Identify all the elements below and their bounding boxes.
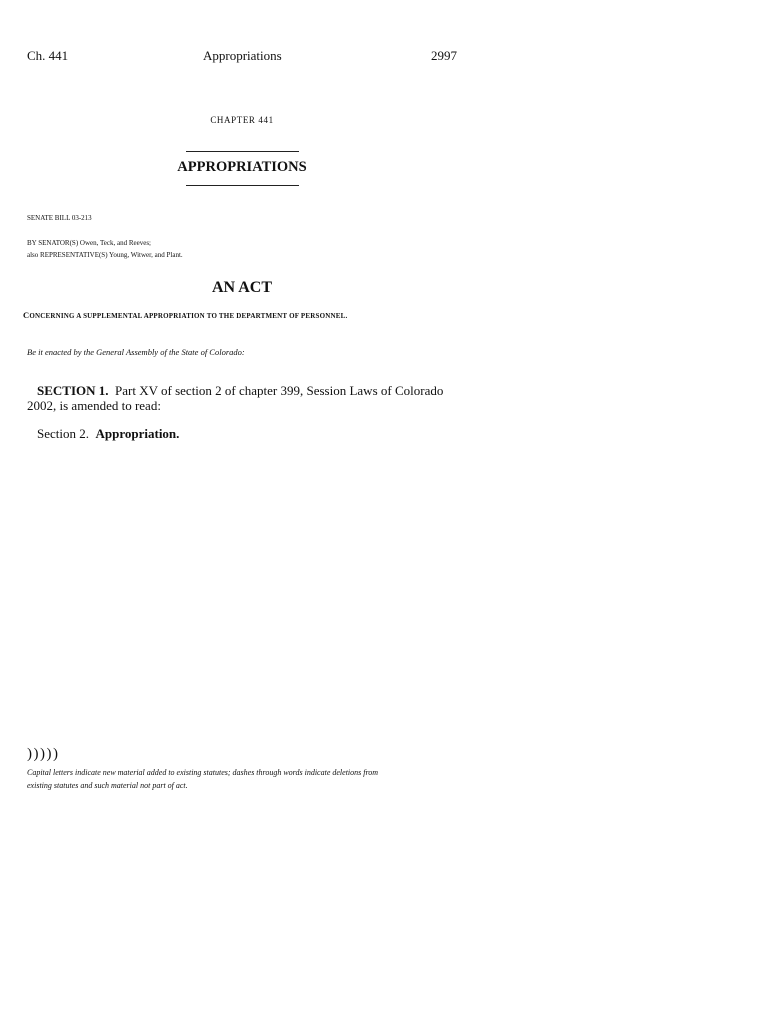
section-1-paragraph [37,383,443,399]
title-rule-top [186,151,299,152]
concerning-lead-letter: C [23,310,30,320]
footnote-line-2: existing statutes and such material not part of act. [27,781,188,790]
act-title: AN ACT [211,279,272,296]
bill-number: SENATE BILL 03-213 [27,214,92,222]
section-2-prefix: Section 2. [37,426,89,441]
title-rule-bottom [186,185,299,186]
section-1-text-line2: 2002, is amended to read: [27,398,161,413]
chapter-label: CHAPTER 441 [210,115,274,125]
footnote-line-1: Capital letters indicate new material added to existing statutes; dashes through words indicate deletions from [27,768,379,777]
concerning-period: . [345,312,348,320]
section-1-heading: SECTION 1. [37,383,109,398]
running-title: Appropriations [203,48,282,63]
house-sponsors: also REPRESENTATIVE(S) Young, Witwer, and Plant. [27,251,183,259]
footnote-marks: ))))) [27,746,60,762]
page-title: APPROPRIATIONS [177,159,307,175]
section-2-heading: Appropriation. [95,426,180,441]
concerning-clause [23,310,347,320]
page-number: 2997 [431,48,457,63]
enacting-clause: Be it enacted by the General Assembly of the State of Colorado: [27,347,245,357]
section-2-paragraph [37,426,179,442]
senate-sponsors: BY SENATOR(S) Owen, Teck, and Reeves; [27,239,152,247]
concerning-text: ONCERNING A SUPPLEMENTAL APPROPRIATION TO THE DEPARTMENT OF PERSONNEL [29,312,346,320]
section-1-text-line1: Part XV of section 2 of chapter 399, Session Laws of Colorado [115,383,444,398]
chapter-reference: Ch. 441 [27,48,69,63]
